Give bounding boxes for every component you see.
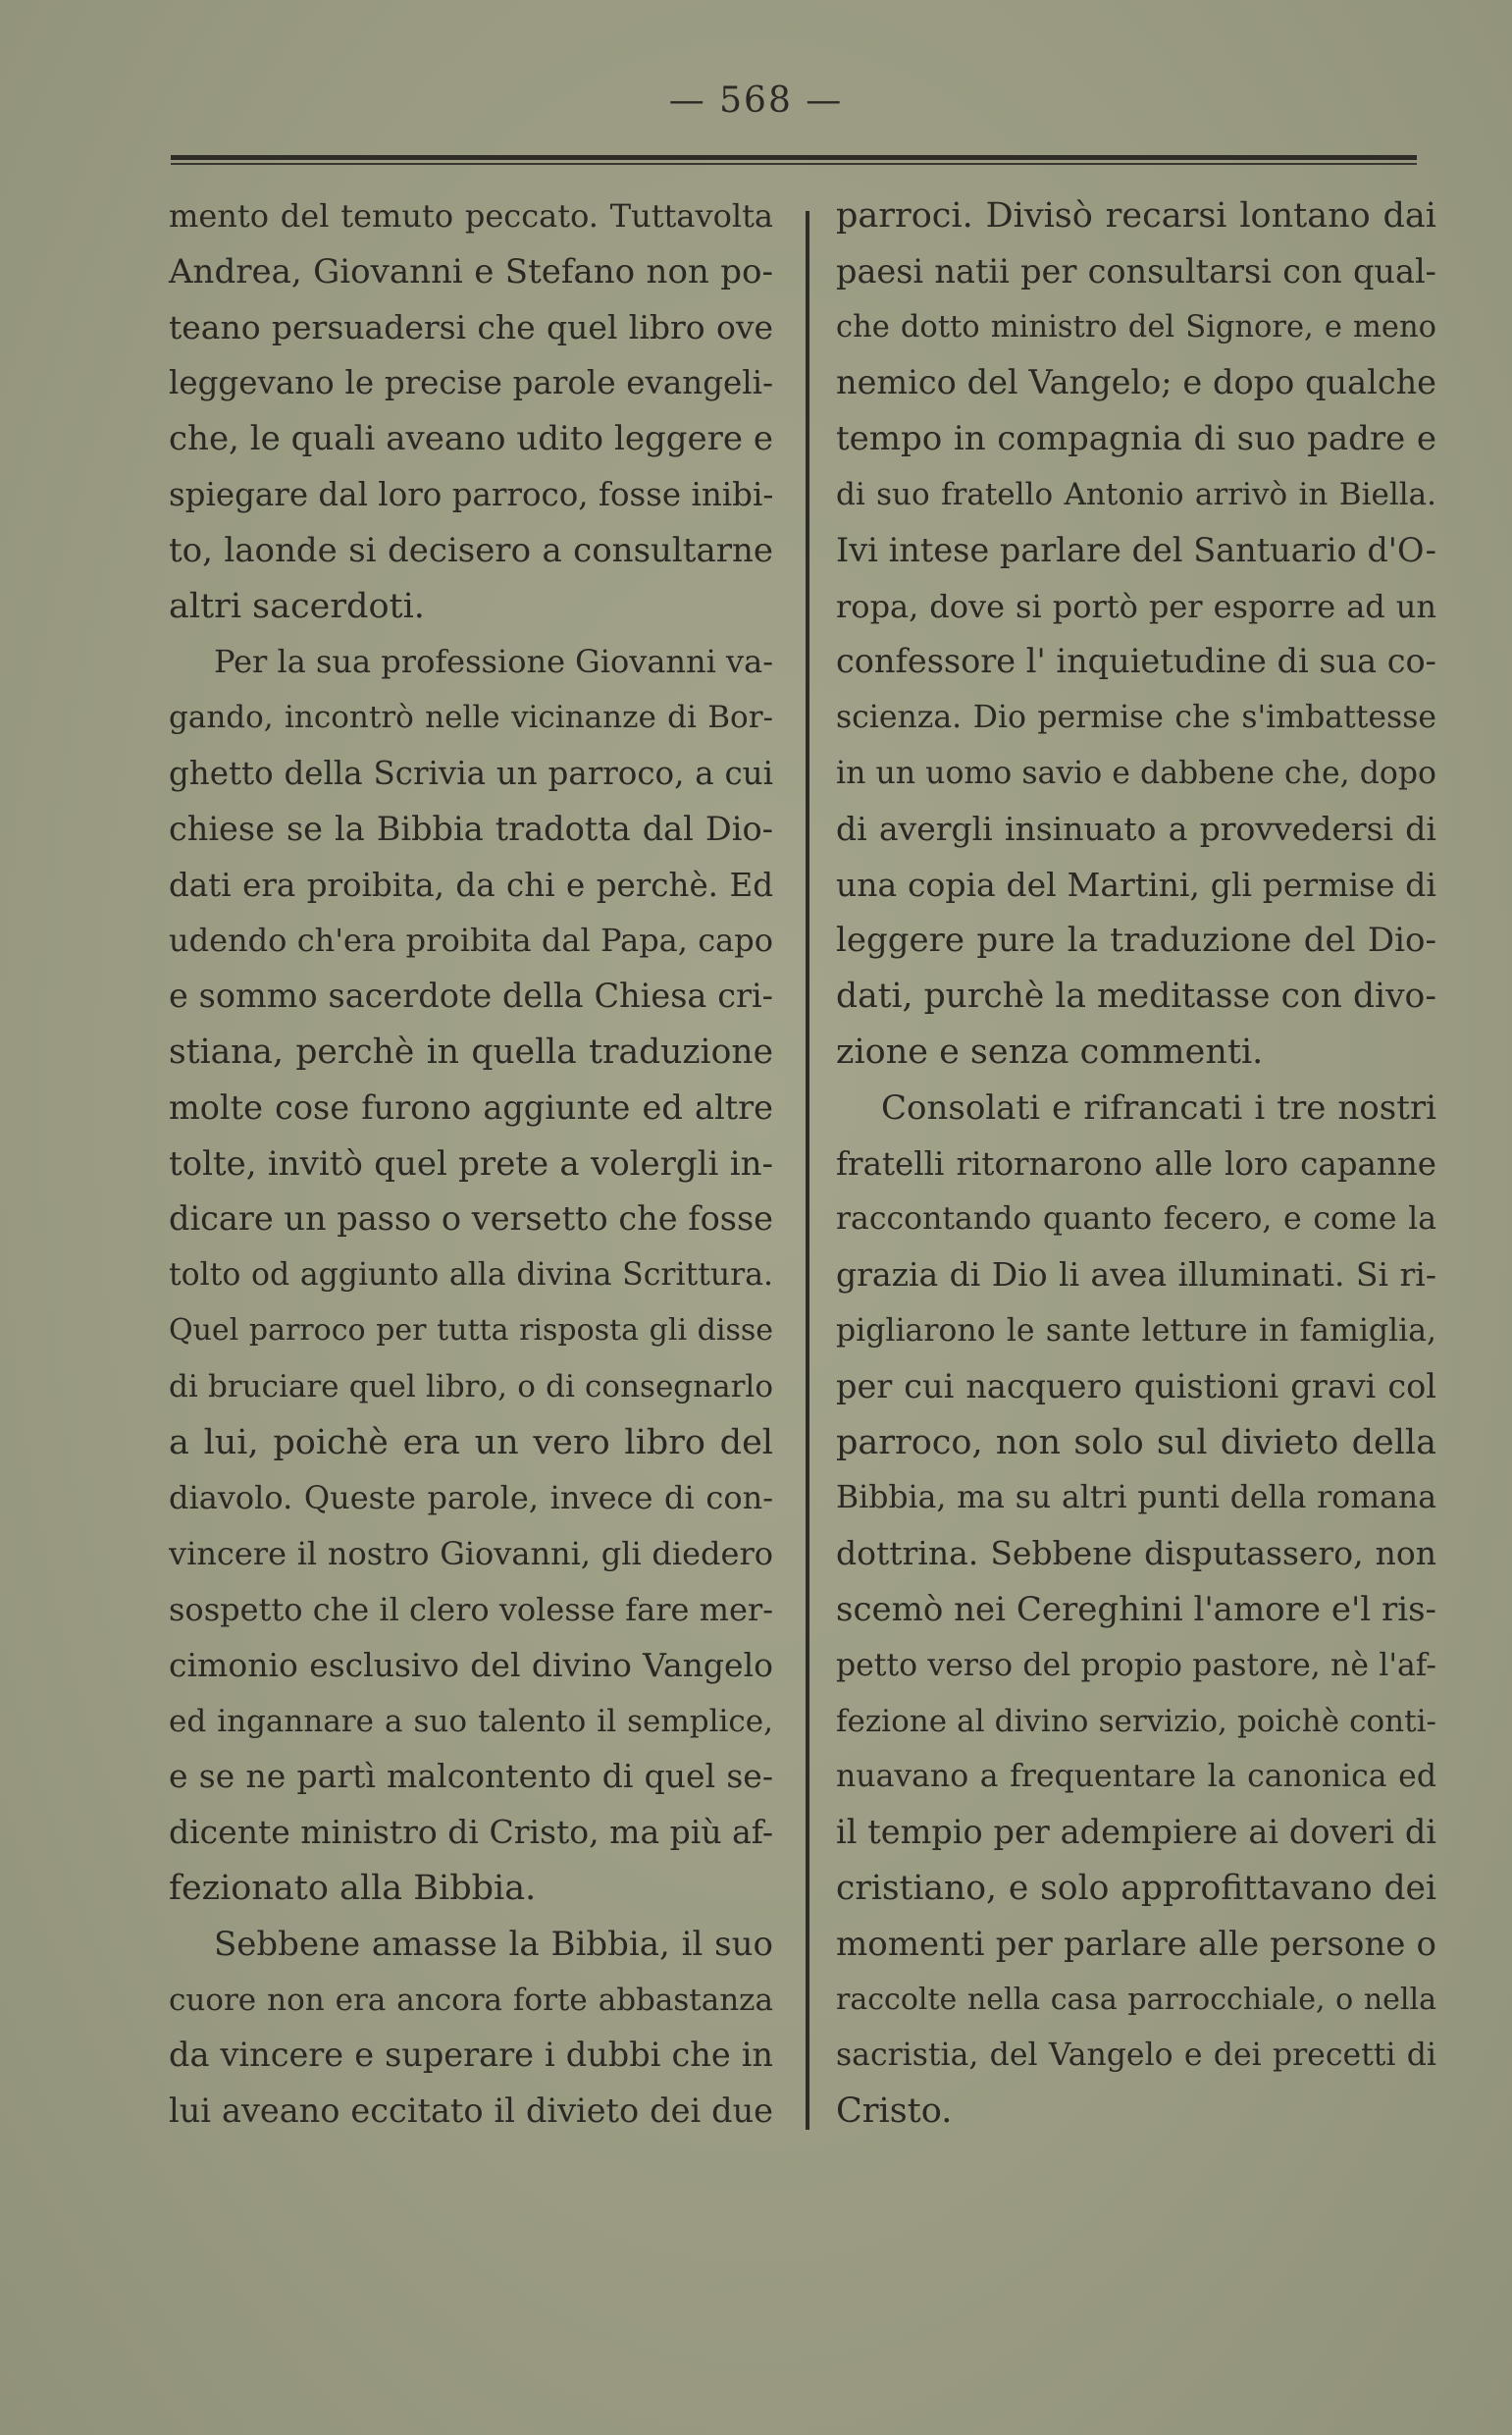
text-line: sacristia, del Vangelo e dei precetti di — [836, 2038, 1436, 2074]
text-line: Bibbia, ma su altri punti della romana — [836, 1480, 1436, 1516]
text-line: momenti per parlare alle persone o — [836, 1924, 1436, 1964]
text-line: scemò nei Cereghini l'amore e'l ris- — [836, 1589, 1437, 1629]
text-line: Andrea, Giovanni e Stefano non po- — [169, 251, 773, 291]
text-line: e se ne partì malcontento di quel se- — [169, 1757, 773, 1796]
text-line: zione e senza commenti. — [836, 1032, 1264, 1072]
text-line: cristiano, e solo approfittavano dei — [836, 1868, 1436, 1908]
text-line: lui aveano eccitato il divieto dei due — [169, 2091, 773, 2131]
text-line: di avergli insinuato a provvedersi di — [836, 809, 1436, 848]
text-line: Cristo. — [836, 2091, 953, 2132]
text-line: Quel parroco per tutta risposta gli disse — [169, 1312, 773, 1348]
text-line: tolte, invitò quel prete a volergli in- — [169, 1143, 773, 1184]
text-line: spiegare dal loro parroco, fosse inibi- — [169, 475, 774, 513]
text-line: dati, purchè la meditasse con divo- — [836, 977, 1436, 1017]
text-line: pigliarono le sante letture in famiglia, — [836, 1312, 1436, 1349]
text-line: altri sacerdoti. — [169, 586, 425, 626]
text-line: parroci. Divisò recarsi lontano dai — [836, 196, 1436, 236]
text-line: dati era proibita, da chi e perchè. Ed — [169, 866, 773, 904]
text-line: nuavano a frequentare la canonica ed — [836, 1759, 1436, 1795]
text-line: gando, incontrò nelle vicinanze di Bor- — [169, 700, 773, 736]
text-line: una copia del Martini, gli permise di — [836, 865, 1436, 904]
text-line: grazia di Dio li avea illuminati. Si ri- — [836, 1255, 1436, 1295]
header-rule — [171, 155, 1417, 160]
text-line: Per la sua professione Giovanni va- — [214, 643, 773, 681]
text-line: tolto od aggiunto alla divina Scrittura. — [169, 1257, 773, 1294]
text-line: raccontando quanto fecero, e come la — [836, 1201, 1436, 1238]
text-line: raccolte nella casa parrocchiale, o nella — [836, 1982, 1436, 2017]
text-line: fezionato alla Bibbia. — [169, 1868, 537, 1908]
text-line: vincere il nostro Giovanni, gli diedero — [169, 1535, 773, 1573]
text-line: petto verso del propio pastore, nè l'af- — [836, 1647, 1436, 1683]
text-line: Sebbene amasse la Bibbia, il suo — [214, 1924, 773, 1964]
text-line: ropa, dove si portò per esporre ad un — [836, 587, 1436, 625]
text-line: confessore l' inquietudine di sua co- — [836, 642, 1436, 681]
text-line: stiana, perchè in quella traduzione — [169, 1032, 773, 1072]
text-line: sospetto che il clero volesse fare mer- — [169, 1590, 773, 1628]
text-line: diavolo. Queste parole, invece di con- — [169, 1479, 773, 1517]
text-line: dicare un passo o versetto che fosse — [169, 1199, 773, 1239]
text-line: che, le quali aveano udito leggere e — [169, 419, 773, 459]
page-number: — 568 — — [668, 80, 844, 121]
text-line: tempo in compagnia di suo padre e — [836, 419, 1436, 459]
text-line: che dotto ministro del Signore, e meno — [836, 309, 1436, 344]
text-line: Consolati e rifrancati i tre nostri — [881, 1087, 1436, 1128]
text-line: cimonio esclusivo del divino Vangelo — [169, 1645, 773, 1684]
text-line: paesi natii per consultarsi con qual- — [836, 251, 1436, 291]
text-line: leggere pure la traduzione del Dio- — [836, 921, 1436, 961]
text-line: a lui, poichè era un vero libro del — [169, 1422, 773, 1462]
text-line: ed ingannare a suo talento il semplice, — [169, 1703, 773, 1739]
text-line: ghetto della Scrivia un parroco, a cui — [169, 754, 773, 792]
text-line: nemico del Vangelo; e dopo qualche — [836, 363, 1436, 402]
text-line: udendo ch'era proibita dal Papa, capo — [169, 922, 773, 960]
text-line: fezione al divino servizio, poichè conti- — [836, 1703, 1436, 1739]
text-line: to, laonde si decisero a consultarne — [169, 530, 773, 570]
text-line: teano persuadersi che quel libro ove — [169, 307, 773, 346]
text-line: in un uomo savio e dabbene che, dopo — [836, 755, 1436, 791]
text-line: di suo fratello Antonio arrivò in Biella. — [836, 476, 1436, 512]
text-line: dicente ministro di Cristo, ma più af- — [169, 1813, 773, 1852]
column-divider — [806, 211, 809, 2130]
text-line: da vincere e superare i dubbi che in — [169, 2036, 773, 2075]
text-line: e sommo sacerdote della Chiesa cri- — [169, 977, 773, 1016]
text-line: chiese se la Bibbia tradotta dal Dio- — [169, 809, 773, 848]
text-line: fratelli ritornarono alle loro capanne — [836, 1144, 1436, 1183]
text-line: per cui nacquero quistioni gravi col — [836, 1366, 1436, 1405]
text-line: Ivi intese parlare del Santuario d'O- — [836, 530, 1436, 569]
text-line: parroco, non solo sul divieto della — [836, 1422, 1436, 1462]
text-line: leggevano le precise parole evangeli- — [169, 364, 773, 402]
left-text-column — [169, 188, 773, 2140]
text-line: mento del temuto peccato. Tuttavolta — [169, 197, 773, 235]
text-line: dottrina. Sebbene disputassero, non — [836, 1534, 1436, 1573]
text-line: il tempio per adempiere ai doveri di — [836, 1813, 1436, 1852]
text-line: di bruciare quel libro, o di consegnarlo — [169, 1368, 773, 1404]
header-rule-thin — [171, 163, 1417, 165]
text-line: cuore non era ancora forte abbastanza — [169, 1982, 773, 2018]
text-line: molte cose furono aggiunte ed altre — [169, 1087, 773, 1127]
text-line: scienza. Dio permise che s'imbattesse — [836, 700, 1436, 736]
right-text-column — [836, 188, 1436, 2140]
